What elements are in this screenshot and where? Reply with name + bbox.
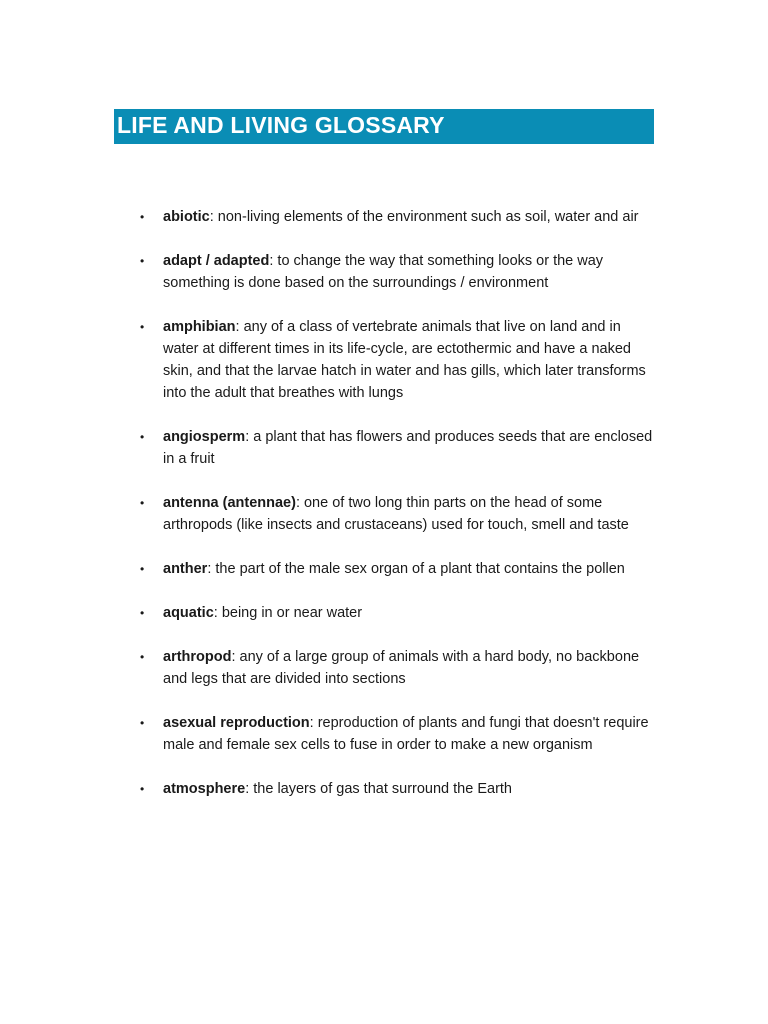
glossary-entry-asexual-reproduction: [0, 712, 653, 756]
glossary-entry-adapt: [0, 250, 653, 294]
bullet-icon: •: [140, 430, 145, 444]
bullet-icon: •: [140, 716, 145, 730]
glossary-term: angiosperm: [163, 429, 246, 445]
glossary-definition: : being in or near water: [213, 605, 363, 621]
glossary-entry-aquatic: [0, 602, 653, 624]
glossary-term: atmosphere: [163, 781, 246, 797]
glossary-definition: : non-living elements of the environment such as soil, water and air: [209, 209, 639, 225]
glossary-entry-arthropod: [0, 646, 653, 690]
glossary-term: abiotic: [163, 209, 210, 225]
bullet-icon: •: [140, 254, 145, 268]
bullet-icon: •: [140, 562, 145, 576]
glossary-definition: : any of a large group of animals with a hard body, no backbone and legs that are divided into sections: [163, 649, 640, 687]
glossary-entry-angiosperm: [0, 426, 653, 470]
glossary-definition: : a plant that has flowers and produces seeds that are enclosed in a fruit: [163, 429, 653, 467]
glossary-term: arthropod: [163, 649, 232, 665]
glossary-entry-antenna: [0, 492, 653, 536]
bullet-icon: •: [140, 210, 145, 224]
glossary-definition: : any of a class of vertebrate animals that live on land and in water at different times in its life-cycle, are ectothermic and have a naked skin, and that the larvae hatch in water and has gills, which later transforms into the adult that breathes with lungs: [163, 319, 646, 401]
bullet-icon: •: [140, 496, 145, 510]
glossary-entry-abiotic: [0, 206, 653, 228]
glossary-term: aquatic: [163, 605, 214, 621]
glossary-term: anther: [163, 561, 208, 577]
glossary-term: asexual reproduction: [163, 715, 310, 731]
glossary-term: antenna (antennae): [163, 495, 296, 511]
glossary-definition: : one of two long thin parts on the head of some arthropods (like insects and crustaceans) used for touch, smell and taste: [163, 495, 629, 533]
glossary-list: [0, 206, 768, 822]
bullet-icon: •: [140, 606, 145, 620]
glossary-definition: : reproduction of plants and fungi that doesn't require male and female sex cells to fuse in order to make a new organism: [163, 715, 649, 753]
glossary-term: adapt / adapted: [163, 253, 270, 269]
bullet-icon: •: [140, 650, 145, 664]
title-banner: [114, 109, 654, 144]
glossary-definition: : to change the way that something looks or the way something is done based on the surroundings / environment: [163, 253, 604, 291]
document-title: LIFE AND LIVING GLOSSARY: [117, 112, 445, 138]
bullet-icon: •: [140, 782, 145, 796]
bullet-icon: •: [140, 320, 145, 334]
glossary-definition: : the part of the male sex organ of a plant that contains the pollen: [207, 561, 625, 577]
glossary-entry-atmosphere: [0, 778, 653, 800]
glossary-entry-amphibian: [0, 316, 653, 404]
glossary-term: amphibian: [163, 319, 236, 335]
glossary-definition: : the layers of gas that surround the Earth: [245, 781, 512, 797]
glossary-entry-anther: [0, 558, 653, 580]
